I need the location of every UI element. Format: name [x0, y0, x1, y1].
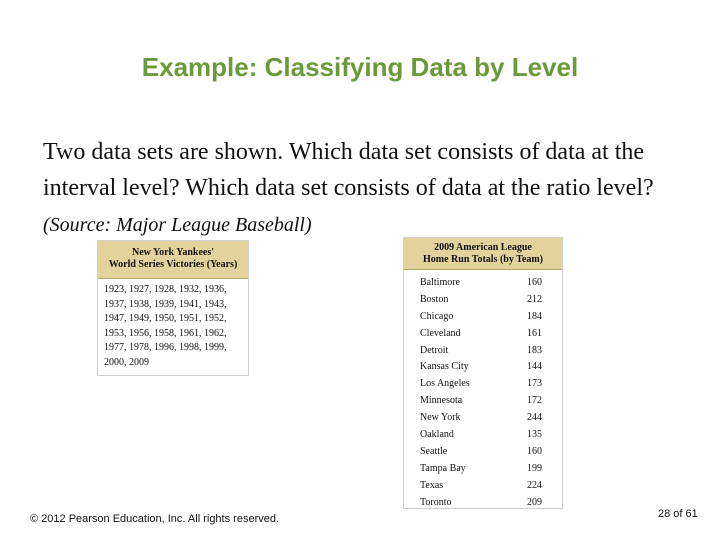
- source-citation: (Source: Major League Baseball): [43, 214, 312, 236]
- home-run-total: 160: [527, 445, 542, 457]
- table-row: [404, 274, 562, 291]
- table-row: [404, 392, 562, 409]
- yankees-table: [97, 240, 249, 376]
- yankees-header-line1: New York Yankees': [131, 247, 215, 258]
- homerun-header-line2: Home Run Totals (by Team): [422, 254, 544, 265]
- yankees-years: 1923, 1927, 1928, 1932, 1936, 1937, 1938, 1939, 1941, 1943, 1947, 1949, 1950, 1951, 1952, 1953, 1956, 1958, 1961, 1962, 1977, 1978, 1996, 1998, 1999, 2000, 2009: [104, 284, 227, 368]
- table-row: [404, 494, 562, 509]
- table-row: [404, 477, 562, 494]
- table-row: [404, 409, 562, 426]
- team-name: Texas: [420, 479, 444, 491]
- team-name: Tampa Bay: [420, 462, 466, 474]
- home-run-total: 173: [527, 378, 542, 390]
- table-row: [404, 443, 562, 460]
- copyright-footer: © 2012 Pearson Education, Inc. All rights reserved.: [30, 513, 280, 525]
- home-run-total: 183: [527, 344, 542, 356]
- home-run-total: 172: [527, 395, 542, 407]
- team-name: Boston: [420, 293, 449, 305]
- table-row: [404, 460, 562, 477]
- question-text: Two data sets are shown. Which data set consists of data at the interval level? Which data set consists of data at the ratio level?: [43, 139, 654, 201]
- homerun-rows: [404, 270, 562, 509]
- table-row: [404, 358, 562, 375]
- table-row: [404, 325, 562, 342]
- team-name: Seattle: [420, 445, 448, 457]
- slide-title: Example: Classifying Data by Level: [141, 52, 579, 82]
- home-run-total: 184: [527, 310, 542, 322]
- team-name: Oakland: [420, 428, 454, 440]
- team-name: Chicago: [420, 310, 454, 322]
- yankees-table-header: [98, 241, 248, 279]
- homerun-table-header: [404, 238, 562, 270]
- team-name: Minnesota: [420, 395, 463, 407]
- table-row: [404, 291, 562, 308]
- team-name: Los Angeles: [420, 378, 470, 390]
- slide-body: [43, 134, 693, 243]
- home-run-total: 144: [527, 361, 542, 373]
- team-name: Detroit: [420, 344, 449, 356]
- team-name: Cleveland: [420, 327, 461, 339]
- homerun-header-line1: 2009 American League: [434, 242, 532, 253]
- home-run-total: 199: [527, 462, 542, 474]
- table-row: [404, 342, 562, 359]
- home-run-total: 244: [527, 412, 542, 424]
- home-run-total: 209: [527, 496, 542, 508]
- home-run-total: 224: [527, 479, 542, 491]
- page-number: 28 of 61: [658, 508, 698, 520]
- team-name: Toronto: [420, 496, 452, 508]
- table-row: [404, 426, 562, 443]
- home-run-total: 161: [527, 327, 542, 339]
- homerun-table: [403, 237, 563, 509]
- team-name: Kansas City: [420, 361, 469, 373]
- table-row: [404, 308, 562, 325]
- home-run-total: 212: [527, 293, 542, 305]
- yankees-header-line2: World Series Victories (Years): [108, 259, 238, 270]
- team-name: New York: [420, 412, 461, 424]
- home-run-total: 135: [527, 428, 542, 440]
- team-name: Baltimore: [420, 276, 460, 288]
- home-run-total: 160: [527, 276, 542, 288]
- table-row: [404, 375, 562, 392]
